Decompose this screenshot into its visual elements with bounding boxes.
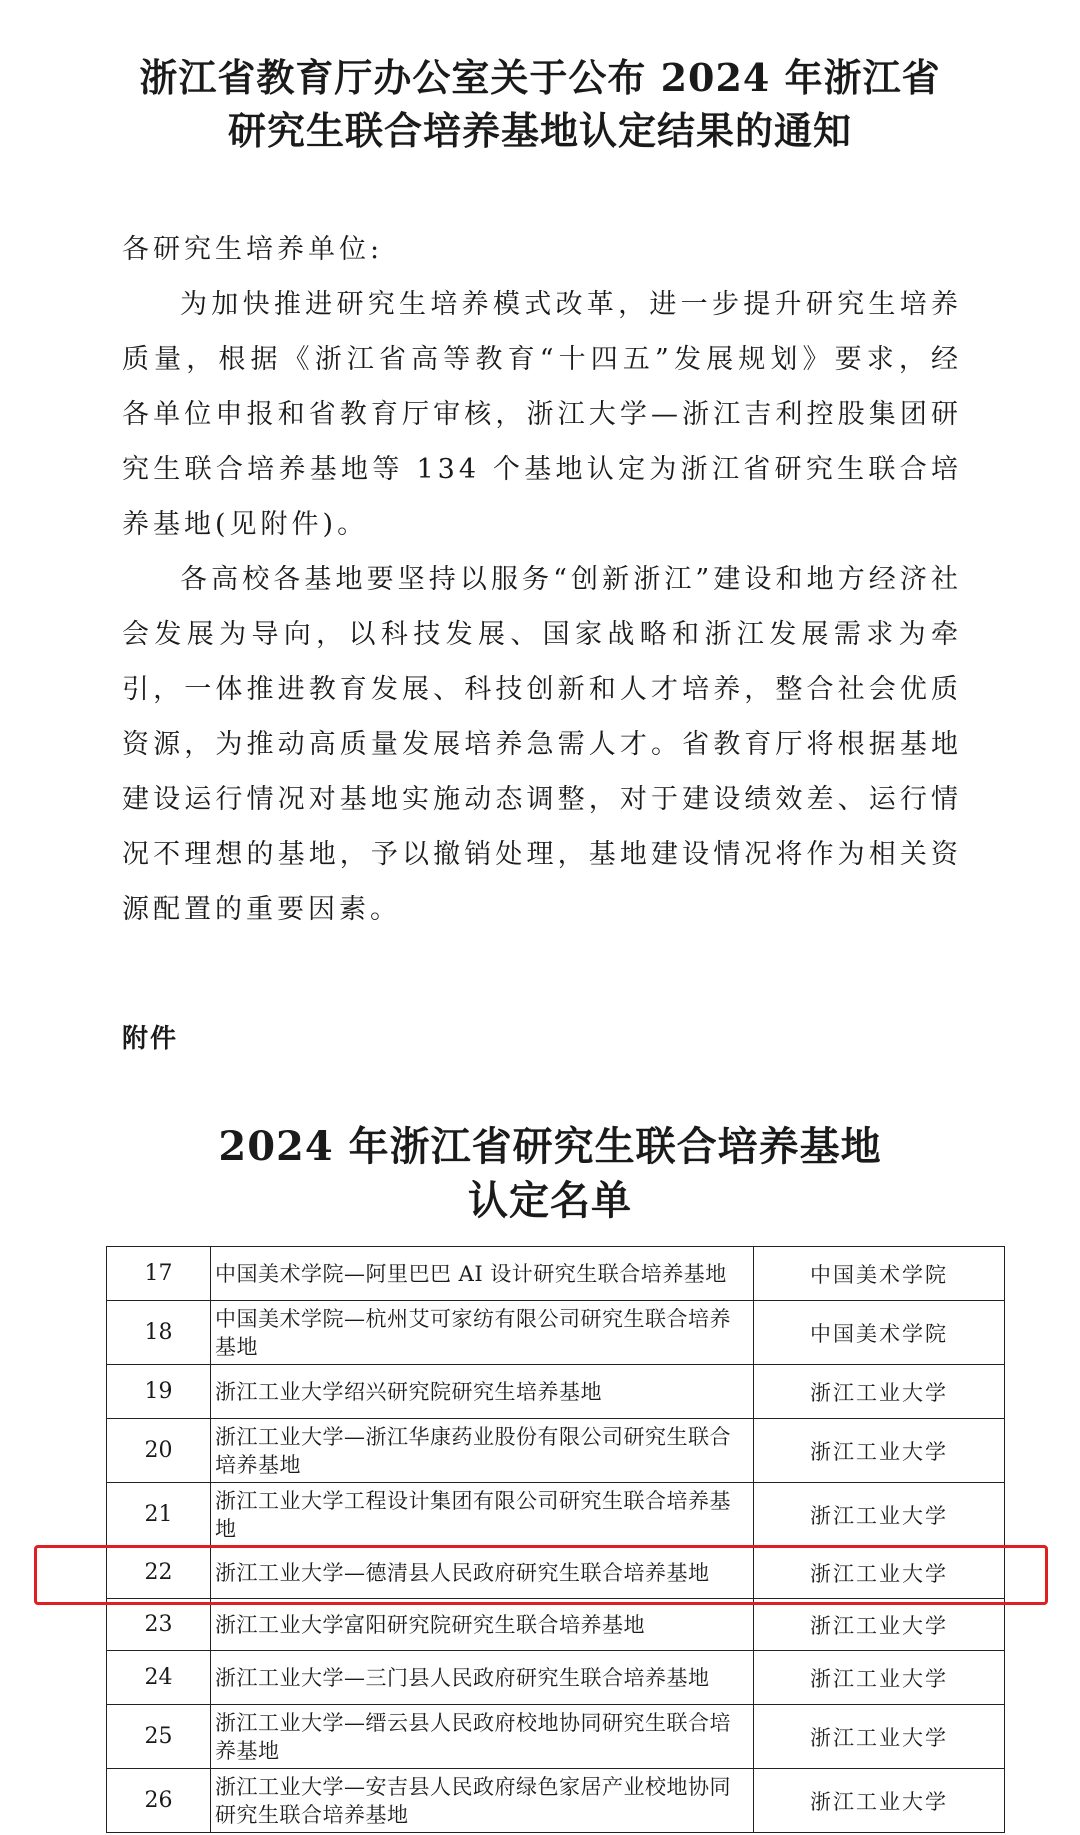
row-number: 25 (107, 1705, 211, 1769)
base-name: 浙江工业大学—三门县人民政府研究生联合培养基地 (211, 1651, 754, 1705)
unit-name: 浙江工业大学 (754, 1547, 1005, 1599)
row-number: 19 (107, 1365, 211, 1419)
table-row (107, 1301, 1005, 1365)
table-row (107, 1483, 1005, 1547)
salutation: 各研究生培养单位: (122, 234, 384, 265)
base-name: 浙江工业大学—德清县人民政府研究生联合培养基地 (211, 1547, 754, 1599)
unit-name: 浙江工业大学 (754, 1483, 1005, 1547)
row-number: 24 (107, 1651, 211, 1705)
table-row (107, 1419, 1005, 1483)
row-number: 26 (107, 1769, 211, 1833)
document-title-line1: 浙江省教育厅办公室关于公布 2024 年浙江省 (139, 55, 941, 100)
highlight-annotation-box (34, 1545, 1048, 1605)
unit-name: 浙江工业大学 (754, 1419, 1005, 1483)
list-title-line1: 2024 年浙江省研究生联合培养基地 (218, 1123, 882, 1170)
row-number: 18 (107, 1301, 211, 1365)
document-title-line2: 研究生联合培养基地认定结果的通知 (227, 108, 852, 153)
table-row (107, 1705, 1005, 1769)
paragraph-2: 各高校各基地要坚持以服务“创新浙江”建设和地方经济社会发展为导向，以科技发展、国家战略和浙江发展需求为牵引，一体推进教育发展、科技创新和人才培养，整合社会优质资源，为推动高质量发展培养急需人才。省教育厅将根据基地建设运行情况对基地实施动态调整，对于建设绩效差、运行情况不理想的基地，予以撤销处理，基地建设情况将作为相关资源配置的重要因素。 (122, 564, 962, 925)
base-name: 浙江工业大学工程设计集团有限公司研究生联合培养基地 (211, 1483, 754, 1547)
base-name: 浙江工业大学富阳研究院研究生联合培养基地 (211, 1599, 754, 1651)
unit-name: 浙江工业大学 (754, 1769, 1005, 1833)
unit-name: 浙江工业大学 (754, 1651, 1005, 1705)
unit-name: 中国美术学院 (754, 1247, 1005, 1301)
base-name: 浙江工业大学绍兴研究院研究生培养基地 (211, 1365, 754, 1419)
attachment-label: 附件 (122, 1024, 179, 1054)
row-number: 23 (107, 1599, 211, 1651)
table-row (107, 1365, 1005, 1419)
row-number: 21 (107, 1483, 211, 1547)
row-number: 22 (107, 1547, 211, 1599)
unit-name: 中国美术学院 (754, 1301, 1005, 1365)
table-row (107, 1599, 1005, 1651)
base-name: 中国美术学院—杭州艾可家纺有限公司研究生联合培养基地 (211, 1301, 754, 1365)
list-title-line2: 认定名单 (468, 1177, 632, 1224)
table-row (107, 1769, 1005, 1833)
base-name: 浙江工业大学—缙云县人民政府校地协同研究生联合培养基地 (211, 1705, 754, 1769)
base-name: 浙江工业大学—安吉县人民政府绿色家居产业校地协同研究生联合培养基地 (211, 1769, 754, 1833)
table-row (107, 1247, 1005, 1301)
base-name: 中国美术学院—阿里巴巴 AI 设计研究生联合培养基地 (211, 1247, 754, 1301)
unit-name: 浙江工业大学 (754, 1705, 1005, 1769)
row-number: 20 (107, 1419, 211, 1483)
row-number: 17 (107, 1247, 211, 1301)
unit-name: 浙江工业大学 (754, 1365, 1005, 1419)
results-table (106, 1246, 1005, 1833)
base-name: 浙江工业大学—浙江华康药业股份有限公司研究生联合培养基地 (211, 1419, 754, 1483)
unit-name: 浙江工业大学 (754, 1599, 1005, 1651)
table-row (107, 1651, 1005, 1705)
paragraph-1: 为加快推进研究生培养模式改革，进一步提升研究生培养质量，根据《浙江省高等教育“十四五”发展规划》要求，经各单位申报和省教育厅审核，浙江大学—浙江吉利控股集团研究生联合培养基地等 134 个基地认定为浙江省研究生联合培养基地(见附件)。 (122, 289, 962, 540)
